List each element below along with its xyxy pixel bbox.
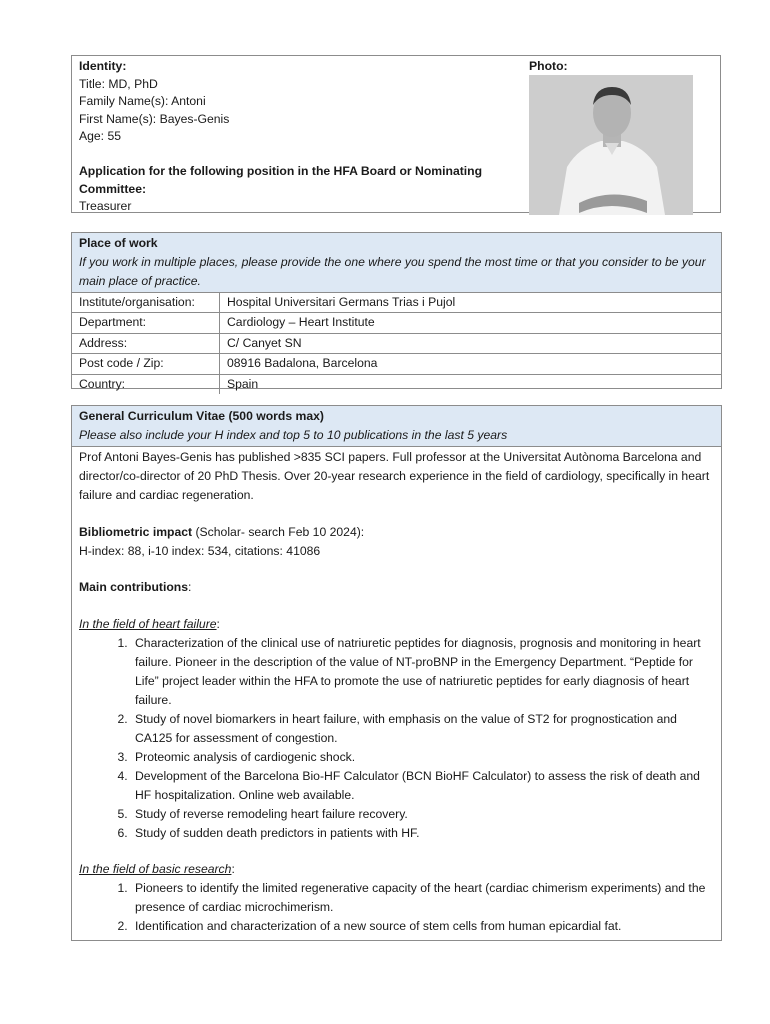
person-photo-icon bbox=[529, 75, 693, 215]
place-of-work-heading: Place of work bbox=[79, 236, 158, 250]
first-name-field: First Name(s): Bayes-Genis bbox=[79, 111, 230, 126]
application-position: Treasurer bbox=[79, 199, 132, 213]
list-item: 1. Characterization of the clinical use of natriuretic peptides for diagnosis, prognosis and monitoring in heart failure. Pioneer in the description of the value of NT-proBNP in the Emergency Department. “Peptide for Life” project leader within the HFA to promote the use of natriuretic peptides for early diagnosis of heart failure. bbox=[131, 634, 714, 710]
list-item: 2. Study of novel biomarkers in heart failure, with emphasis on the value of ST2 for prognostication and CA125 for assessment of congestion. bbox=[131, 710, 714, 748]
basic-research-list bbox=[79, 879, 714, 936]
row-label: Department: bbox=[72, 313, 220, 332]
application-heading: Application for the following position in the HFA Board or Nominating Committee: bbox=[79, 164, 483, 196]
contributions-line: Main contributions: bbox=[79, 580, 192, 594]
table-row bbox=[72, 375, 721, 394]
row-value: Hospital Universitari Germans Trias i Pujol bbox=[227, 295, 456, 309]
applicant-photo bbox=[529, 75, 693, 215]
table-row bbox=[72, 293, 721, 313]
table-row bbox=[72, 354, 721, 374]
identity-section bbox=[71, 55, 721, 213]
list-item: 4. Development of the Barcelona Bio-HF Calculator (BCN BioHF Calculator) to assess the risk of death and HF hospitalization. Online web available. bbox=[131, 767, 714, 805]
photo-area bbox=[529, 58, 719, 76]
hf-heading: In the field of heart failure bbox=[79, 616, 217, 631]
place-of-work-header bbox=[72, 233, 721, 293]
cv-instruction: Please also include your H index and top 5 to 10 publications in the last 5 years bbox=[79, 428, 508, 442]
list-item: 2. Identification and characterization of a new source of stem cells from human epicardial fat. bbox=[131, 917, 714, 936]
row-label: Institute/organisation: bbox=[72, 293, 220, 312]
row-value: Spain bbox=[227, 376, 259, 391]
list-item: 3. Proteomic analysis of cardiogenic shock. bbox=[131, 748, 714, 767]
identity-heading: Identity: bbox=[79, 59, 127, 73]
hf-contributions-list bbox=[79, 634, 714, 843]
contributions-label: Main contributions bbox=[79, 580, 189, 594]
age-field: Age: 55 bbox=[79, 129, 122, 143]
bibliometric-values: H-index: 88, i-10 index: 534, citations: 41086 bbox=[79, 543, 321, 558]
row-label: Address: bbox=[72, 334, 220, 353]
place-of-work-instruction: If you work in multiple places, please provide the one where you spend the most time or that you consider to be your main place of practice. bbox=[79, 255, 706, 288]
hf-heading-line: In the field of heart failure: bbox=[79, 616, 220, 631]
list-item: 1. Pioneers to identify the limited regenerative capacity of the heart (cardiac chimerism experiments) and the presence of cardiac microchimerism. bbox=[131, 879, 714, 917]
place-of-work-section bbox=[71, 232, 722, 389]
title-field: Title: MD, PhD bbox=[79, 76, 158, 91]
place-of-work-table bbox=[72, 293, 721, 394]
table-row bbox=[72, 313, 721, 333]
row-value: 08916 Badalona, Barcelona bbox=[227, 356, 378, 371]
row-label: Post code / Zip: bbox=[72, 354, 220, 373]
bibliometric-source: (Scholar- search Feb 10 2024): bbox=[192, 524, 365, 539]
table-row bbox=[72, 334, 721, 354]
basic-heading-line: In the field of basic research: bbox=[79, 862, 235, 876]
cv-body bbox=[72, 447, 721, 936]
bibliometric-label: Bibliometric impact bbox=[79, 524, 193, 539]
cv-header bbox=[72, 406, 721, 447]
basic-research-heading: In the field of basic research bbox=[79, 862, 232, 876]
identity-details bbox=[79, 58, 519, 216]
row-value: Cardiology – Heart Institute bbox=[227, 315, 375, 330]
bibliometric-line bbox=[79, 523, 714, 542]
cv-intro: Prof Antoni Bayes-Genis has published >835 SCI papers. Full professor at the Universitat Autònoma Barcelona and director/co-director of 20 PhD Thesis. Over 20-year research experience in the field of cardiology, specifically in heart failure and cardiac regeneration. bbox=[79, 450, 710, 502]
list-item: 5. Study of reverse remodeling heart failure recovery. bbox=[131, 805, 714, 824]
curriculum-vitae-section bbox=[71, 405, 722, 941]
family-name-field: Family Name(s): Antoni bbox=[79, 94, 206, 108]
row-label: Country: bbox=[72, 375, 220, 394]
list-item: 6. Study of sudden death predictors in patients with HF. bbox=[131, 824, 714, 843]
cv-heading: General Curriculum Vitae (500 words max) bbox=[79, 409, 324, 423]
photo-label: Photo: bbox=[529, 59, 568, 73]
row-value: C/ Canyet SN bbox=[227, 335, 302, 350]
